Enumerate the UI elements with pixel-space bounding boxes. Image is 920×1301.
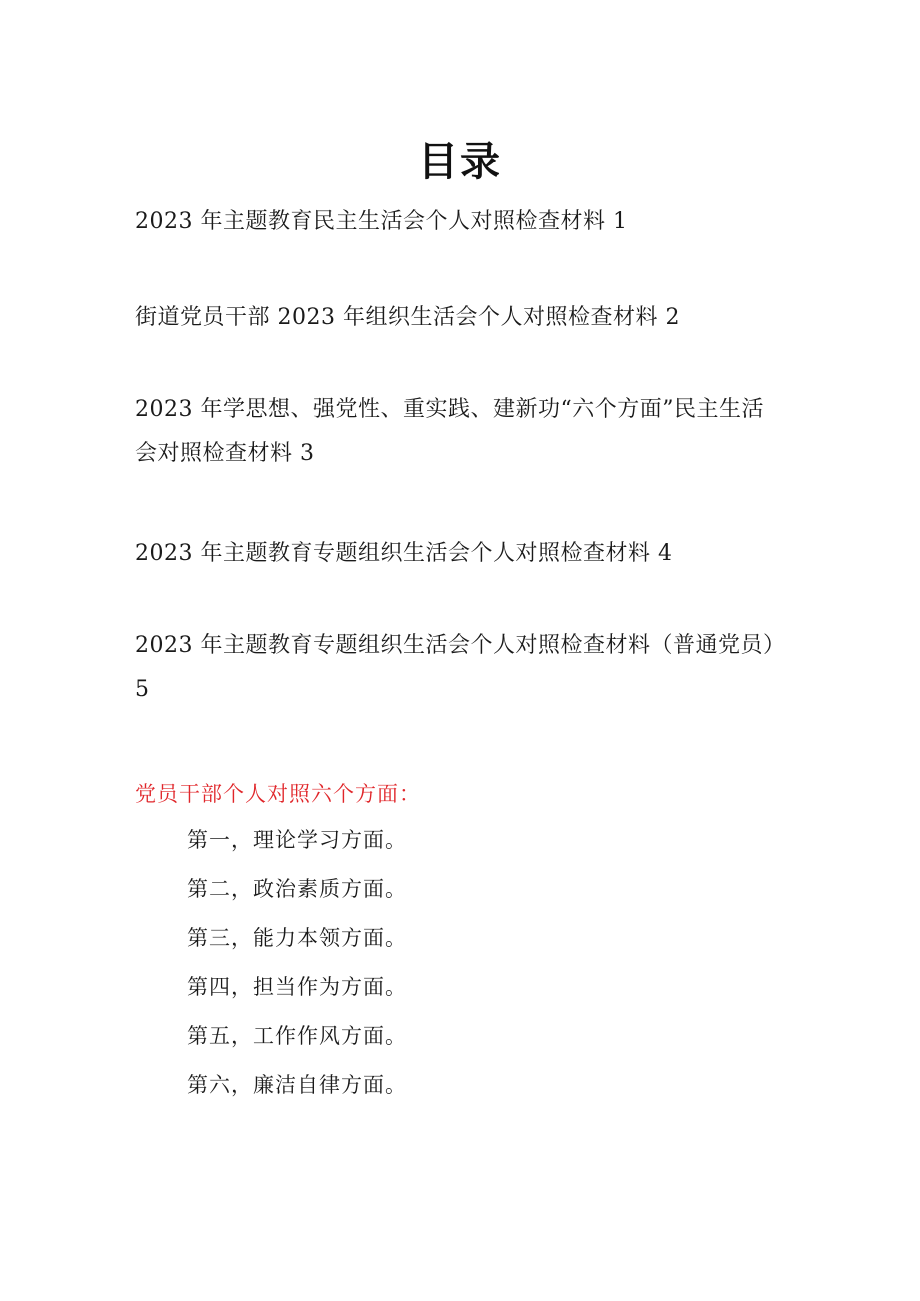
toc-entry[interactable]: 2023 年主题教育民主生活会个人对照检查材料 1 xyxy=(135,209,628,234)
aspect-item: 第三，能力本领方面。 xyxy=(187,926,407,950)
aspect-item: 第六，廉洁自律方面。 xyxy=(187,1073,407,1097)
aspect-item: 第四，担当作为方面。 xyxy=(187,975,407,999)
toc-entry[interactable]: 2023 年学思想、强党性、重实践、建新功“六个方面”民主生活会对照检查材料 3 xyxy=(135,397,764,466)
aspect-item: 第五，工作作风方面。 xyxy=(187,1024,407,1048)
aspect-item: 第二，政治素质方面。 xyxy=(187,877,407,901)
aspect-list xyxy=(135,816,785,1110)
toc-entry[interactable]: 街道党员干部 2023 年组织生活会个人对照检查材料 2 xyxy=(135,305,680,330)
toc-entry[interactable]: 2023 年主题教育专题组织生活会个人对照检查材料（普通党员）5 xyxy=(135,633,775,702)
aspect-item: 第一，理论学习方面。 xyxy=(187,828,407,852)
aspects-section xyxy=(135,772,785,1110)
aspects-heading: 党员干部个人对照六个方面： xyxy=(135,782,421,806)
toc-title: 目录 xyxy=(418,139,502,185)
toc-entry[interactable]: 2023 年主题教育专题组织生活会个人对照检查材料 4 xyxy=(135,541,673,566)
